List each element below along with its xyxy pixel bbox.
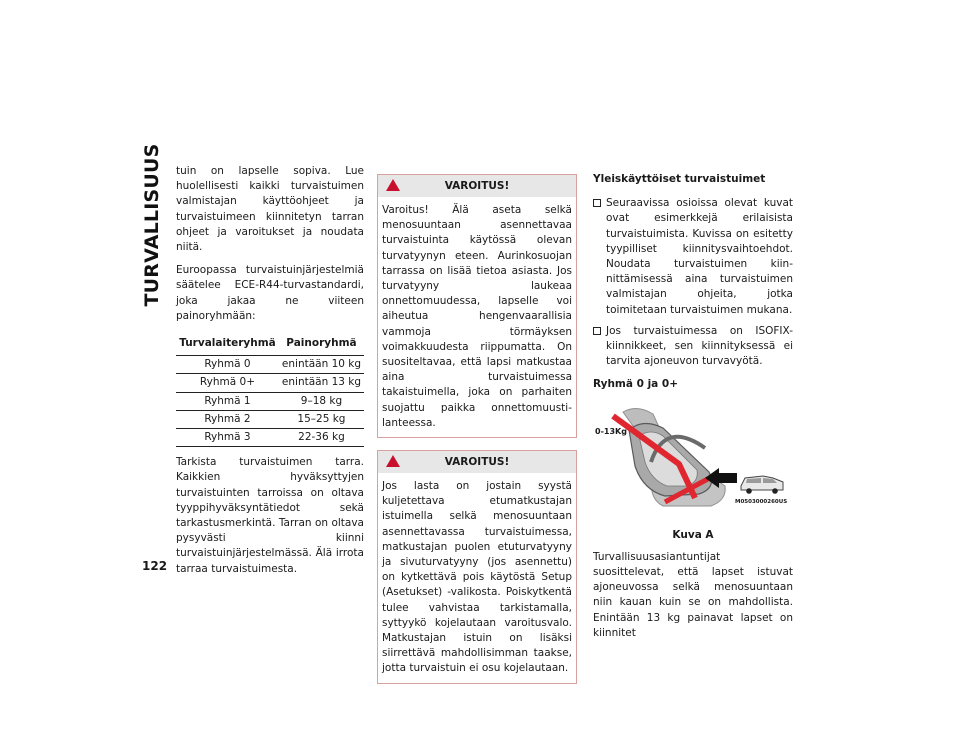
warning-box	[377, 450, 577, 684]
list-item	[593, 196, 793, 318]
warning-triangle-icon	[386, 179, 400, 191]
table-cell: enintään 10 kg	[279, 356, 364, 374]
column-1	[176, 164, 364, 585]
paragraph: tuin on lapselle sopiva. Lue huolellisesti kaikki turvaistuimen valmistajan käyttöohjeet ja turvaistuimeen kiinnitetyn tarran ohjeet ja varoitukset ja noudata niitä.	[176, 165, 364, 254]
warning-text: Varoitus! Älä aseta selkä menosuuntaan asennettavaa turvaistuinta käytössä olevan turvatyynyn eteen. Aurinkosuojan tarrassa on lisää tietoa asiasta. Jos turvatyyny laukeaa onnettomuudessa, lapselle voi aiheutua hengenvaarallisia vammoja törmäyksen voimakkuudesta riippumatta. On suositeltavaa, että lapsi matkustaa aina turvaistuimessa takaistuimella, joka on parhaiten suojattu paikka onnettomuustilanteessa.	[382, 204, 572, 429]
table-cell: Ryhmä 0+	[176, 374, 279, 392]
table-row	[176, 374, 364, 392]
section-title	[139, 143, 165, 307]
section-heading: Yleiskäyttöiset turvaistuimet	[593, 173, 766, 185]
section-title-text: TURVALLISUUS	[141, 143, 163, 307]
column-3	[593, 172, 793, 649]
table-header-cell: Painoryhmä	[279, 332, 364, 356]
warning-box	[377, 174, 577, 438]
paragraph: Euroopassa turvaistuinjärjestelmiä säätelee ECE-R44-turvastandardi, joka jakaa ne viiteen painoryhmään:	[176, 264, 364, 322]
table-header-row	[176, 332, 364, 356]
page-number: 122	[142, 559, 168, 573]
warning-header	[378, 451, 576, 473]
table-row	[176, 429, 364, 447]
table-cell: Ryhmä 1	[176, 392, 279, 410]
warning-title: VAROITUS!	[444, 180, 510, 192]
section-heading: Ryhmä 0 ja 0+	[593, 378, 679, 391]
warning-header	[378, 175, 576, 197]
weight-group-table	[176, 332, 364, 447]
paragraph: Tarkista turvaistuimen tarra. Kaikkien hyväksyttyjen turvaistuinten tarroissa on oltava tyyppihyväksyntätiedot sekä tarkastusmerkintä. Tarran on oltava pysyvästi kiinni turvaistuinjärjestelmässä. Älä irrota tarraa turvaistuimesta.	[176, 456, 364, 575]
table-row	[176, 356, 364, 374]
table-header-cell: Turvalaiteryhmä	[176, 332, 279, 356]
list-item-text: Jos turvaistuimessa on ISOFIX-kiinnikkeet, sen kiinnityksessä ei tarvita ajoneuvon turvavyötä.	[606, 324, 793, 368]
warning-title: VAROITUS!	[444, 456, 510, 469]
table-cell: 22-36 kg	[279, 429, 364, 447]
warning-text: Jos lasta on jostain syystä kuljetettava etumatkustajan istuimella selkä menosuuntaan asennettavassa turvaistuimessa, matkustajan puolen etuturvatyyny ja sivuturvatyyny (jos asennettu) on kytkettävä pois käytöstä Setup (Asetukset) -valikosta. Poiskytkentä tulee vahvistaa tarkistamalla, syttyykö kojelautaan varoitusvalo. Matkustajan istuin on lisäksi siirrettävä mahdollisimman taakse, jotta turvaistuin ei osu kojelautaan.	[382, 480, 572, 675]
table-cell: Ryhmä 2	[176, 410, 279, 428]
table-row	[176, 410, 364, 428]
bullet-list	[593, 196, 793, 369]
figure-code: M0503000260US	[735, 498, 788, 505]
warning-body	[378, 473, 576, 683]
list-item-text: Seuraavissa osioissa olevat kuvat ovat esimerkkejä erilaisista turvaistuimista. Kuvissa on esitetty tyypilliset kiinnitysvaihtoehdot. Noudata turvaistuimen kiinnittämisessä aina turvaistuimen valmistajan ohjeita, jotka toimitetaan turvaistuimen mukana.	[606, 197, 793, 316]
square-bullet-icon	[593, 199, 601, 207]
table-cell: 9–18 kg	[279, 392, 364, 410]
list-item	[593, 324, 793, 370]
warning-triangle-icon	[386, 455, 400, 467]
table-cell: Ryhmä 0	[176, 356, 279, 374]
figure-a	[593, 402, 793, 522]
weight-label: 0-13Kg	[595, 426, 627, 436]
paragraph: Turvallisuusasiantuntijat suosittelevat, että lapset istuvat ajoneuvossa selkä menosuuntaan niin kauan kuin se on mahdollista. Enintään 13 kg painavat lapset on kiinnitet	[593, 550, 793, 639]
figure-caption: Kuva A	[672, 528, 714, 541]
warning-body	[378, 197, 576, 437]
table-row	[176, 392, 364, 410]
column-2	[377, 174, 577, 696]
square-bullet-icon	[593, 327, 601, 335]
table-cell: enintään 13 kg	[279, 374, 364, 392]
table-cell: 15–25 kg	[279, 410, 364, 428]
table-cell: Ryhmä 3	[176, 429, 279, 447]
